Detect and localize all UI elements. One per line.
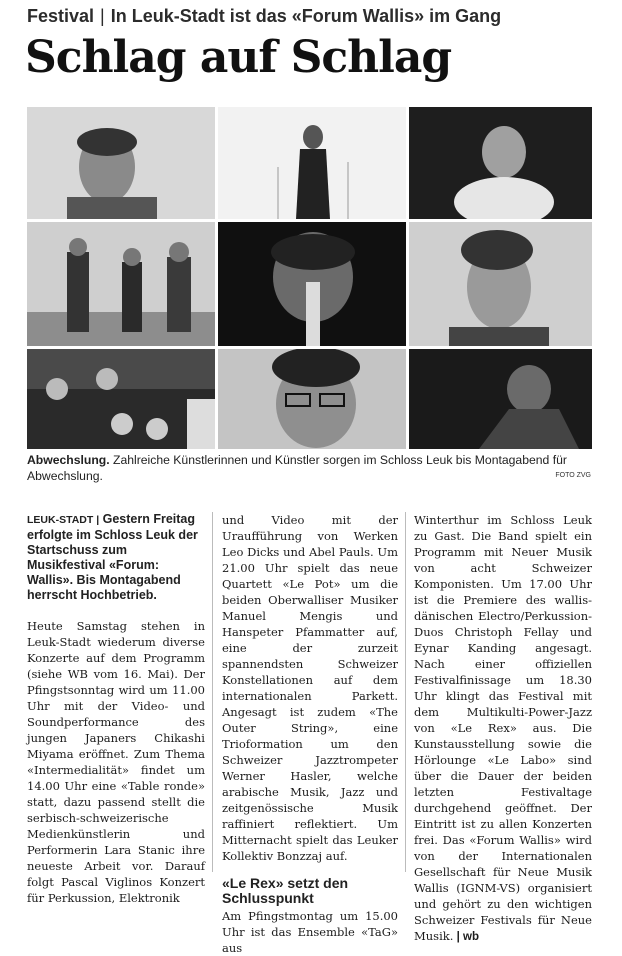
headline: Schlag auf Schlag [25,32,452,83]
paragraph-4-text: Winterthur im Schloss Leuk zu Gast. Die Band spielt ein Programm mit Neuer Musik von acht Schweizer Komponisten. Um 17.00 Uhr ist die Premiere des wallis-dänischen Electro/Perkussion-Duos Christoph Fellay und Eynar Kanding angesagt. Nach einer offiziellen Festivalfinissage um 18.30 Uhr klingt das Festival mit dem Multikulti-Power-Jazz von «Le Rex» aus. Die Kunstausstellung sowie die Hörlounge «Le Labo» sind über die Dauer der beiden letzten Festivaltage durchgehend geöffnet. Der Eintritt ist zu allen Konzerten frei. Das «Forum Wallis» wird von der Internationalen Gesellschaft für Neue Musik Wallis (IGNM-VS) organisiert und gehört zu den wichtigen Schweizer Festivals für Neue Musik. [414,513,592,943]
column-rule [212,512,213,872]
photo-portrait-man-2 [409,222,592,346]
photo-caption [27,452,592,484]
paragraph-2: und Video mit der Uraufführung von Werken Leo Dicks und Abel Pauls. Um 21.00 Uhr spielt das neue Quartett «Le Pot» um die beiden Oberwalliser Musiker Manuel Mengis und Hanspeter Pfammatter auf, eine der zurzeit spannendsten Schweizer Konstellationen auf dem internationalen Parkett. Angesagt ist zudem «The Outer String», eine Trioformation um den Schweizer Jazztrompeter Werner Hasler, welche arabische Musik, Jazz und zeitgenössische Musik raffiniert reflektiert. Um Mitternacht spielt das Leuker Kollektiv Bonzzaj auf. [222,513,398,863]
photo-trumpet-player [218,222,406,346]
paragraph-1: Heute Samstag stehen in Leuk-Stadt wiederum diverse Konzerte auf dem Programm (siehe WB vom 16. Mai). Der Pfingstsonntag wird um 11.00 Uhr mit der Video- und Soundperformance des jungen Japaners Chikashi Miyama eröffnet. Zum Thema «Intermedialität» findet um 14.00 Uhr eine «Table ronde» statt, dazu passend stellt die serbisch-schweizerische Medienkünstlerin und Performerin Lara Stanic ihre neueste Arbeit vor. Darauf folgt Pascal Viglinos Konzert für Perkussion, Elektronik [27,619,205,905]
lead-text: Gestern Freitag erfolgte im Schloss Leuk der Startschuss zum Musikfestival «Forum: Wallis». Bis Montagabend herrscht Hochbetrieb. [27,512,198,602]
column-rule [405,512,406,872]
paragraph-3: Am Pfingstmontag um 15.00 Uhr ist das Ensemble «TaG» aus [222,909,398,955]
dateline: LEUK-STADT | [27,514,100,526]
column-3 [414,512,592,945]
paragraph-4 [414,512,592,945]
subheading: «Le Rex» setzt den Schlusspunkt [222,875,349,906]
photo-trio-outdoor [27,222,215,346]
caption-text: Zahlreiche Künstlerinnen und Künstler sorgen im Schloss Leuk bis Montagabend für Abwechslung. [27,453,567,483]
photo-man-with-glasses [218,349,406,449]
caption-bold: Abwechslung. [27,453,110,467]
author-sign: | wb [453,931,479,943]
photo-performer-dark [409,349,592,449]
photo-portrait-man-1 [27,107,215,219]
column-2 [222,512,398,956]
article-lead [27,512,205,603]
photo-credit: FOTO ZVG [555,472,591,479]
kicker-topic: In Leuk-Stadt ist das «Forum Wallis» im Gang [110,6,502,26]
photo-laughing-man [409,107,592,219]
kicker: Festival | In Leuk-Stadt ist das «Forum Wallis» im Gang [27,6,502,26]
column-1 [27,512,205,906]
photo-woman-standing [218,107,406,219]
kicker-section: Festival [27,6,95,26]
photo-group-four [27,349,215,449]
